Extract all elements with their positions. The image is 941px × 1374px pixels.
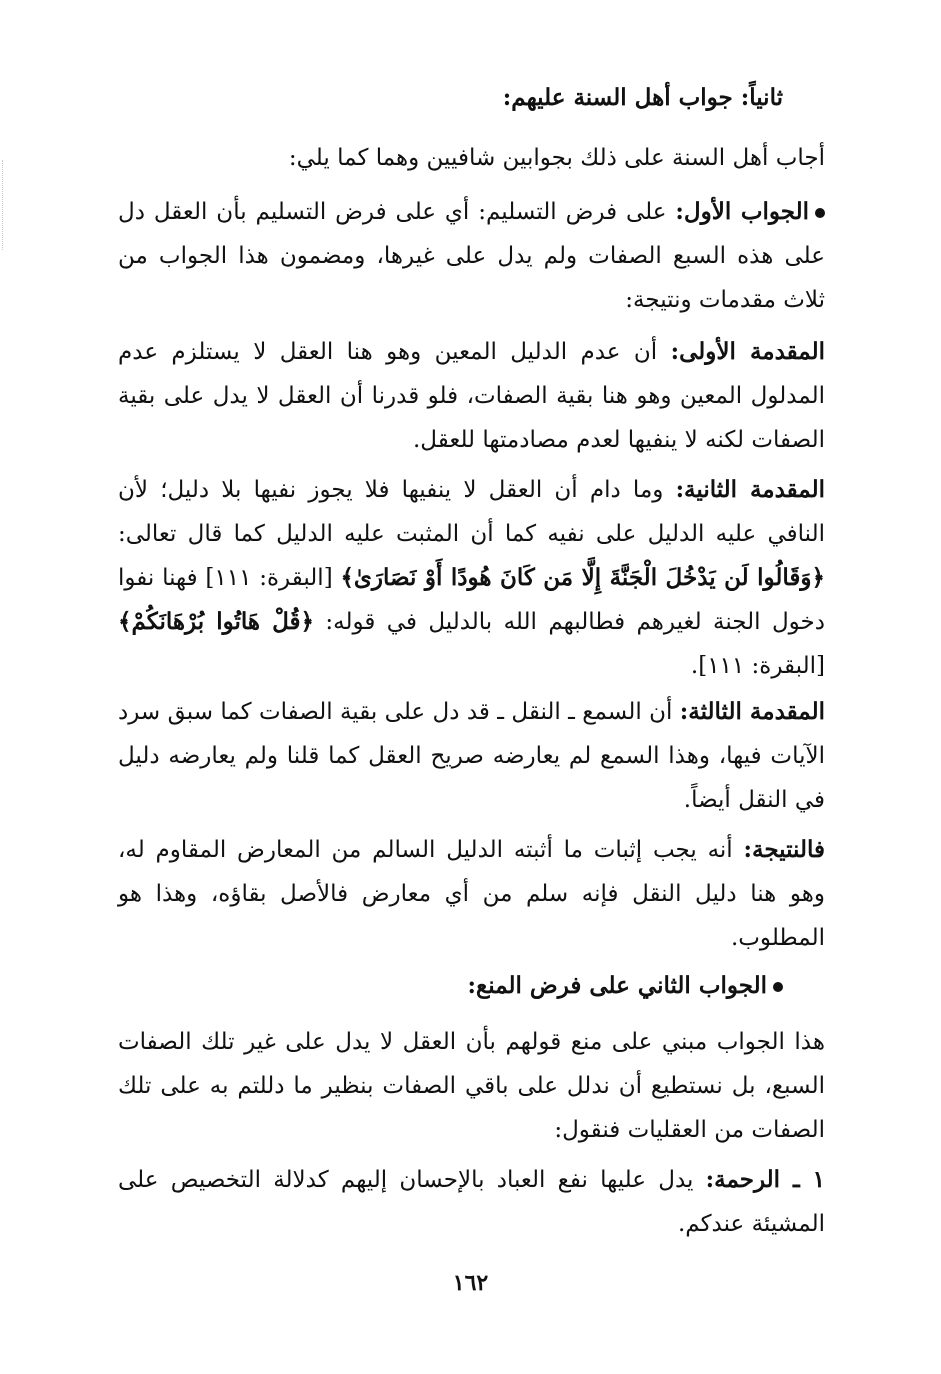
conclusion-text: أنه يجب إثبات ما أثبته الدليل السالم من المعارض المقاوم له، وهو هنا دليل النقل فإنه سلم من أي معارض فالأصل بقاؤه، وهذا هو المطلوب. xyxy=(118,837,825,951)
item1-text: يدل عليها نفع العباد بالإحسان إليهم كدلالة التخصيص على المشيئة عندكم. xyxy=(118,1167,825,1237)
answer1-text: على فرض التسليم: أي على فرض التسليم بأن العقل دل على هذه السبع الصفات ولم يدل على غيرها، ومضمون هذا الجواب من ثلاث مقدمات ونتيجة: xyxy=(118,199,825,313)
premise1-text: أن عدم الدليل المعين وهو هنا العقل لا يستلزم عدم المدلول المعين وهو هنا بقية الصفات، فلو قدرنا أن العقل لا يدل على بقية الصفات لكنه لا ينفيها لعدم مصادمتها للعقل. xyxy=(118,339,825,453)
intro-paragraph: أجاب أهل السنة على ذلك بجوابين شافيين وهما كما يلي: xyxy=(288,145,825,171)
answer2-label: الجواب الثاني على فرض المنع: xyxy=(467,972,767,999)
answer1-label: الجواب الأول: xyxy=(675,198,809,225)
premise2-label: المقدمة الثانية: xyxy=(675,476,826,503)
answer2-body-paragraph: هذا الجواب مبني على منع قولهم بأن العقل لا يدل على غير تلك الصفات السبع، بل نستطيع أن ندلل على باقي الصفات بنظير ما دللتم به على تلك الصفات من العقليات فنقول: xyxy=(118,1029,825,1143)
scan-margin-marks xyxy=(2,160,9,250)
bullet-icon xyxy=(815,208,825,218)
premise3-text: أن السمع ـ النقل ـ قد دل على بقية الصفات كما سبق سرد الآيات فيها، وهذا السمع لم يعارضه صريح العقل كما قلنا ولم يعارضه دليل في النقل أيضاً. xyxy=(118,699,825,813)
bullet-icon xyxy=(773,982,783,992)
section-heading: ثانياً: جواب أهل السنة عليهم: xyxy=(502,84,783,111)
conclusion-paragraph xyxy=(118,828,825,960)
answer2-heading xyxy=(118,966,783,1006)
premise2-text-b: [البقرة: ١١١] فهنا نفوا دخول الجنة لغيرهم فطالبهم الله بالدليل في قوله: xyxy=(118,565,825,635)
premise1-paragraph xyxy=(118,330,825,462)
answer1-paragraph xyxy=(118,190,825,322)
quran-verse-1: ﴿وَقَالُوا لَن يَدْخُلَ الْجَنَّةَ إِلَّا مَن كَانَ هُودًا أَوْ نَصَارَىٰ﴾ xyxy=(340,564,825,591)
quran-verse-2: ﴿قُلْ هَاتُوا بُرْهَانَكُمْ﴾ xyxy=(118,608,315,635)
premise3-paragraph xyxy=(118,690,825,822)
premise2-text-a: وما دام أن العقل لا ينفيها فلا يجوز نفيها بلا دليل؛ لأن النافي عليه الدليل على نفيه كما أن المثبت عليه الدليل كما قال تعالى: xyxy=(118,477,825,547)
premise1-label: المقدمة الأولى: xyxy=(670,338,825,365)
premise2-text-c: [البقرة: ١١١]. xyxy=(690,653,825,679)
item1-label: ١ ـ الرحمة: xyxy=(705,1166,825,1193)
item1-paragraph xyxy=(118,1158,825,1246)
page-number: ١٦٢ xyxy=(452,1270,489,1296)
premise3-label: المقدمة الثالثة: xyxy=(679,698,825,725)
premise2-paragraph xyxy=(118,468,825,688)
conclusion-label: فالنتيجة: xyxy=(743,836,825,863)
